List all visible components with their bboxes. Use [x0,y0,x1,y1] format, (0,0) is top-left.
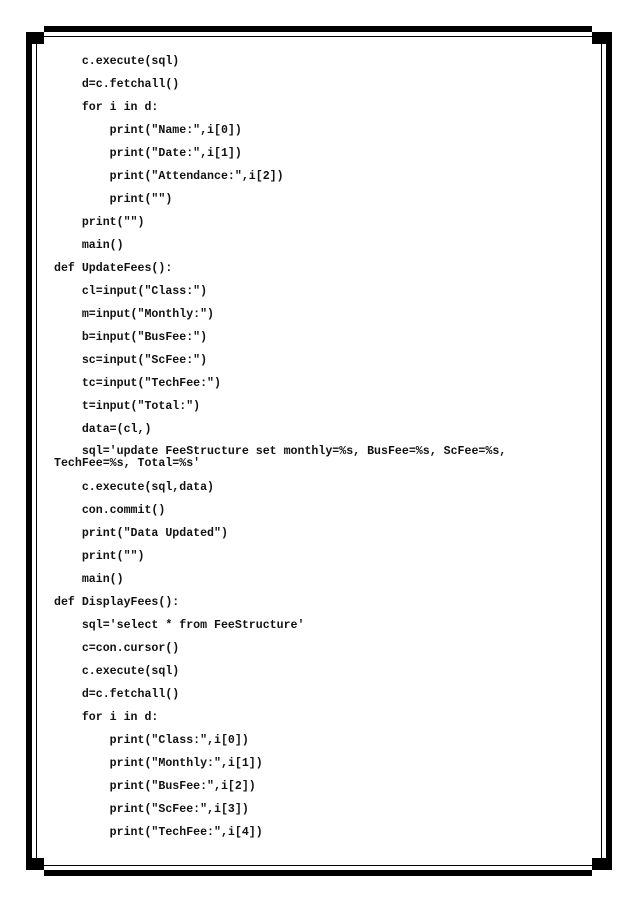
code-line: sql='select * from FeeStructure' [54,619,305,632]
inner-line-right [601,40,602,862]
code-line: c.execute(sql,data) [54,481,215,494]
code-line: t=input("Total:") [54,400,201,413]
code-line: print("Name:",i[0]) [54,124,242,137]
code-line: sql='update FeeStructure set monthly=%s, BusFee=%s, ScFee=%s, [54,445,507,458]
code-line: con.commit() [54,504,166,517]
code-line-continuation: TechFee=%s, Total=%s' [54,457,201,470]
function-def-update-fees: def UpdateFees(): [54,262,173,275]
code-line: print("Data Updated") [54,527,228,540]
code-line: d=c.fetchall() [54,78,180,91]
corner-tr [592,32,612,44]
code-line: print("TechFee:",i[4]) [54,826,263,839]
code-line: print("BusFee:",i[2]) [54,780,256,793]
code-line: data=(cl,) [54,423,152,436]
code-line: print("Class:",i[0]) [54,734,249,747]
code-line: c.execute(sql) [54,665,180,678]
code-line: print("") [54,193,173,206]
code-line: c.execute(sql) [54,55,180,68]
code-listing [54,50,584,844]
function-def-display-fees: def DisplayFees(): [54,596,180,609]
code-line: d=c.fetchall() [54,688,180,701]
code-line: main() [54,239,124,252]
code-line: b=input("BusFee:") [54,331,208,344]
code-line: print("Date:",i[1]) [54,147,242,160]
code-line: sc=input("ScFee:") [54,354,208,367]
inner-line-top [40,36,598,37]
code-line: print("Monthly:",i[1]) [54,757,263,770]
inner-line-bottom [40,865,598,866]
code-line: print("Attendance:",i[2]) [54,170,284,183]
code-line: cl=input("Class:") [54,285,208,298]
border-left [26,44,32,858]
code-line: print("ScFee:",i[3]) [54,803,249,816]
border-right [606,44,612,858]
corner-br [592,858,612,870]
code-line: print("") [54,216,145,229]
code-line: m=input("Monthly:") [54,308,215,321]
code-line: for i in d: [54,711,159,724]
code-line: print("") [54,550,145,563]
border-top [44,26,592,32]
code-line: tc=input("TechFee:") [54,377,221,390]
corner-bl [26,858,44,870]
border-bottom [44,870,592,876]
code-line: c=con.cursor() [54,642,180,655]
code-line: for i in d: [54,101,159,114]
corner-tl [26,32,44,44]
code-line: main() [54,573,124,586]
inner-line-left [36,40,37,862]
